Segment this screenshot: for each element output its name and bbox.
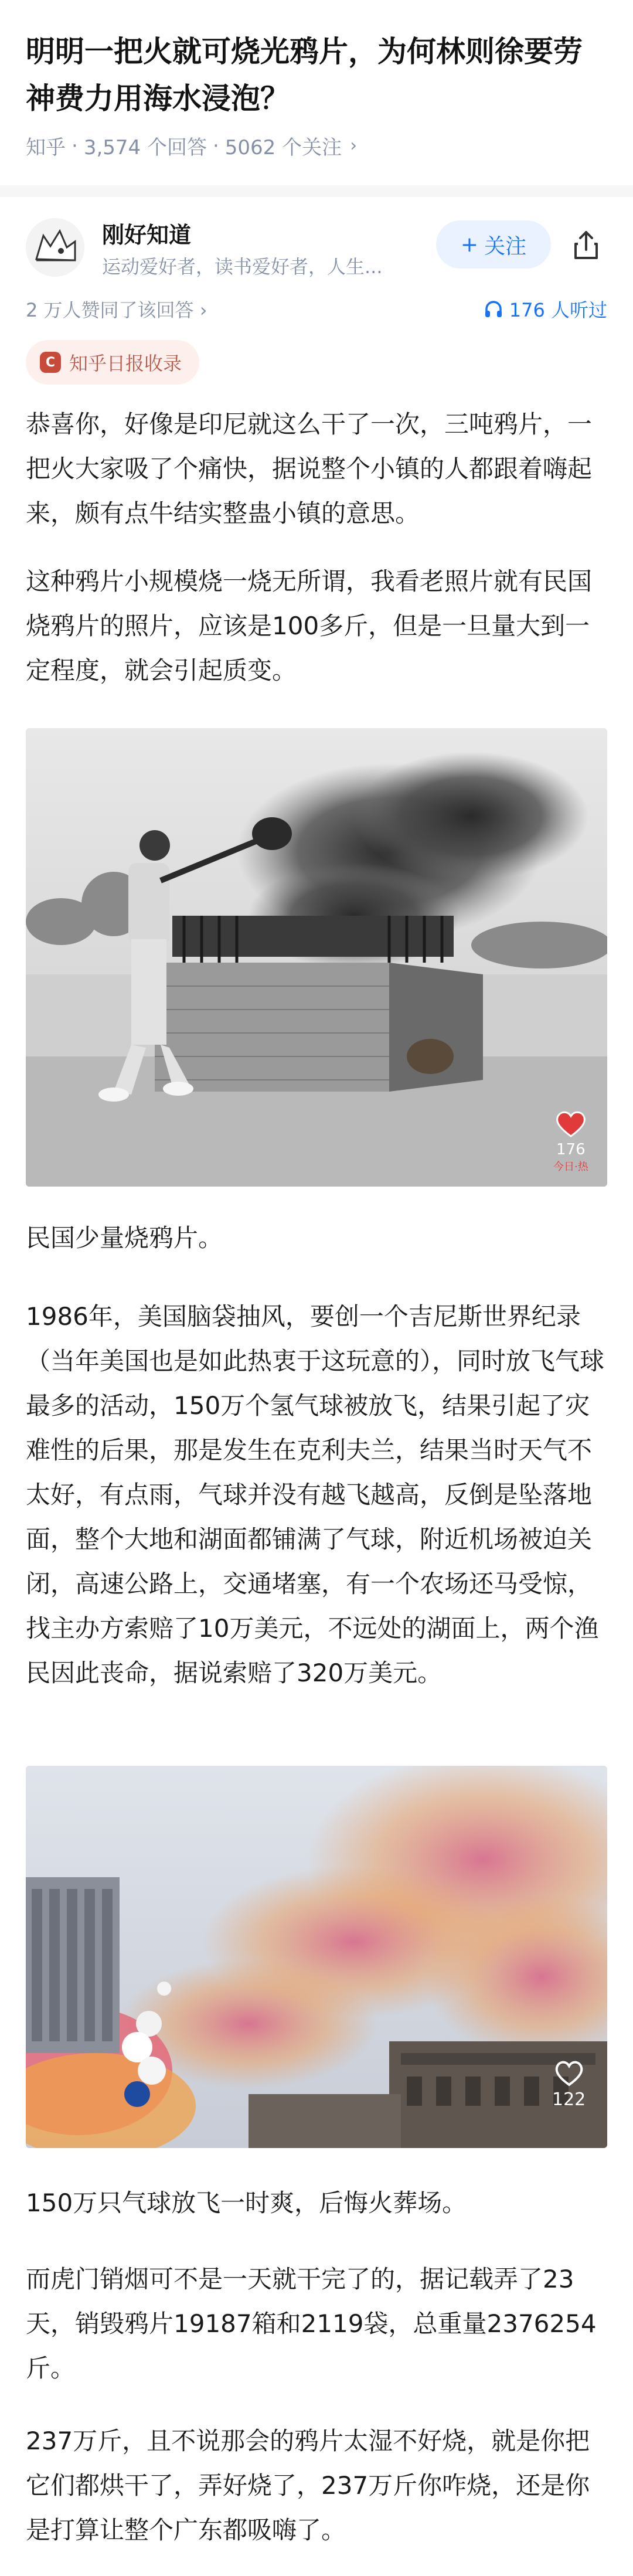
heart-outline-icon	[554, 2059, 584, 2087]
source-label: 知乎	[26, 136, 66, 159]
share-button[interactable]	[565, 224, 607, 266]
photo-image	[26, 728, 607, 1187]
paragraph: 而虎门销烟可不是一天就干完了的，据记载弄了23天，销毁鸦片19187箱和2119袋，总重量2376254斤。	[26, 2265, 597, 2383]
photo-image	[26, 1766, 607, 2148]
badge-label: 知乎日报收录	[69, 352, 182, 375]
paragraph: 237万斤，且不说那会的鸦片太湿不好烧，就是你把它们都烘干了，弄好烧了，237万斤你咋烧，还是你是打算让整个广东都吸嗨了。	[26, 2427, 590, 2544]
follow-button[interactable]	[436, 220, 551, 269]
image-like-badge[interactable]	[552, 2059, 586, 2110]
follow-label: 关注	[484, 234, 527, 259]
image-like-count: 122	[552, 2089, 586, 2110]
question-meta[interactable]: 知乎 · 3,574 个回答 · 5062 个关注 ›	[26, 131, 357, 160]
heart-icon	[554, 1109, 587, 1139]
image-like-count: 176	[556, 1141, 586, 1158]
paragraph: 1986年，美国脑袋抽风，要创一个吉尼斯世界纪录（当年美国也是如此热衷于这玩意的），同时放飞气球最多的活动，150万个氢气球被放飞，结果引起了灾难性的后果，那是发生在克利夫兰，结果当时天气不太好，有点雨，气球并没有越飞越高，反倒是坠落地面，整个大地和湖面都铺满了气球，附近机场被迫关闭，高速公路上，交通堵塞，有一个农场还马受惊，找主办方索赔了10万美元，不远处的湖面上，两个渔民因此丧命，据说索赔了320万美元。	[26, 1302, 605, 1687]
image-like-badge[interactable]	[553, 1109, 588, 1174]
avatar[interactable]	[26, 218, 84, 277]
image-caption: 民国少量烧鸦片。	[26, 1224, 223, 1252]
image-caption: 150万只气球放飞一时爽，后悔火葬场。	[26, 2188, 467, 2217]
author-bio: 运动爱好者，读书爱好者，人生...	[102, 256, 383, 278]
answer-stats	[26, 295, 607, 325]
chevron-right-icon: ›	[350, 135, 358, 156]
zhihu-daily-icon: C	[40, 352, 61, 373]
headphones-icon	[484, 299, 503, 319]
plus-icon: +	[460, 232, 479, 257]
question-title[interactable]: 明明一把火就可烧光鸦片，为何林则徐要劳神费力用海水浸泡？	[26, 35, 583, 115]
upvote-summary[interactable]: 2 万人赞同了该回答 ›	[26, 299, 207, 321]
share-icon	[570, 229, 603, 261]
paragraph: 恭喜你，好像是印尼就这么干了一次，三吨鸦片，一把火大家吸了个痛快，据说整个小镇的人都跟着嗨起来，颇有点牛结实整蛊小镇的意思。	[26, 410, 593, 528]
opium-burning-photo[interactable]	[26, 728, 607, 1187]
section-divider	[0, 185, 633, 197]
follower-count: 5062 个关注	[224, 136, 342, 159]
listen-count[interactable]: 176 人听过	[484, 295, 607, 322]
balloon-release-photo[interactable]	[26, 1766, 607, 2148]
author-name[interactable]: 刚好知道	[102, 222, 192, 248]
paragraph: 这种鸦片小规模烧一烧无所谓，我看老照片就有民国烧鸦片的照片，应该是100多斤，但是一旦量大到一定程度，就会引起质变。	[26, 567, 593, 685]
answer-count: 3,574 个回答	[83, 136, 207, 159]
daily-featured-badge[interactable]	[26, 340, 199, 385]
chevron-right-icon: ›	[199, 299, 207, 321]
trending-label: 今日·热	[553, 1161, 588, 1173]
author-row	[26, 216, 607, 286]
